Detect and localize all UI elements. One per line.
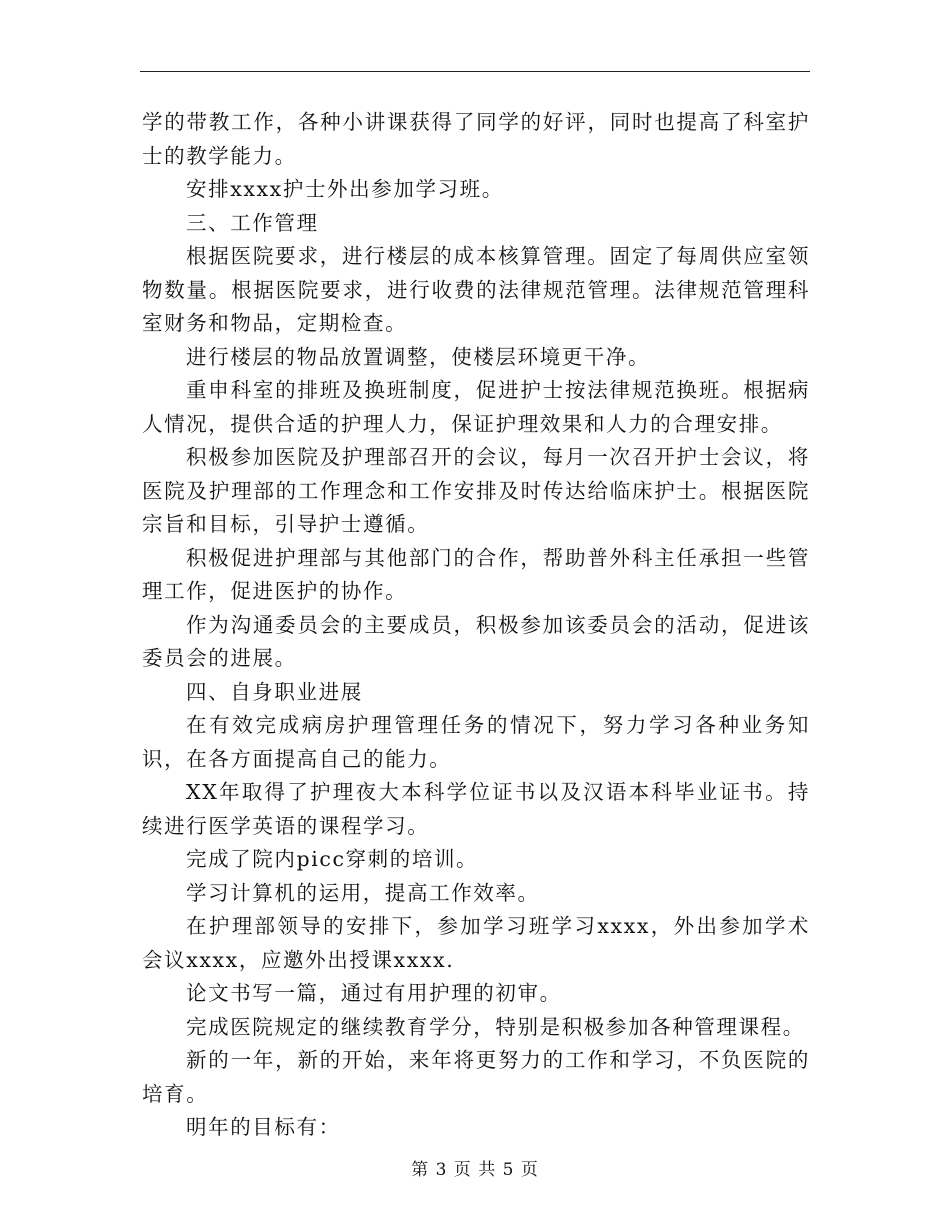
paragraph: 积极参加医院及护理部召开的会议，每月一次召开护士会议，将医院及护理部的工作理念和工作安排及时传达给临床护士。根据医院宗旨和目标，引导护士遵循。 [142,445,810,536]
paragraph: 在有效完成病房护理管理任务的情况下，努力学习各种业务知识，在各方面提高自己的能力。 [142,713,810,771]
paragraph: 完成了院内picc穿刺的培训。 [186,847,479,871]
paragraph: XX年取得了护理夜大本科学位证书以及汉语本科毕业证书。持续进行医学英语的课程学习。 [142,780,810,838]
paragraph: 新的一年，新的开始，来年将更努力的工作和学习，不负医院的培育。 [142,1048,810,1106]
paragraph: 学习计算机的运用，提高工作效率。 [186,880,540,905]
section-heading: 三、工作管理 [186,210,319,235]
paragraph: 在护理部领导的安排下，参加学习班学习xxxx，外出参加学术会议xxxx，应邀外出授课xxxx. [142,914,810,972]
section-heading: 四、自身职业进展 [186,679,363,704]
document-body [142,106,810,1145]
paragraph: 完成医院规定的继续教育学分，特别是积极参加各种管理课程。 [186,1014,805,1039]
header-rule [140,71,810,72]
paragraph: 学的带教工作，各种小讲课获得了同学的好评，同时也提高了科室护士的教学能力。 [142,110,810,168]
paragraph: 安排xxxx护士外出参加学习班。 [186,177,504,201]
page-number: 第 3 页 共 5 页 [411,1160,539,1180]
paragraph: 作为沟通委员会的主要成员，积极参加该委员会的活动，促进该委员会的进展。 [142,612,810,670]
paragraph: 论文书写一篇，通过有用护理的初审。 [186,981,562,1005]
paragraph: 进行楼层的物品放置调整，使楼层环境更干净。 [186,344,651,369]
paragraph: 重申科室的排班及换班制度，促进护士按法律规范换班。根据病人情况，提供合适的护理人力，保证护理效果和人力的合理安排。 [142,378,810,436]
paragraph: 积极促进护理部与其他部门的合作，帮助普外科主任承担一些管理工作，促进医护的协作。 [142,545,810,603]
paragraph: 明年的目标有： [186,1115,341,1139]
paragraph: 根据医院要求，进行楼层的成本核算管理。固定了每周供应室领物数量。根据医院要求，进行收费的法律规范管理。法律规范管理科室财务和物品，定期检查。 [142,244,810,335]
